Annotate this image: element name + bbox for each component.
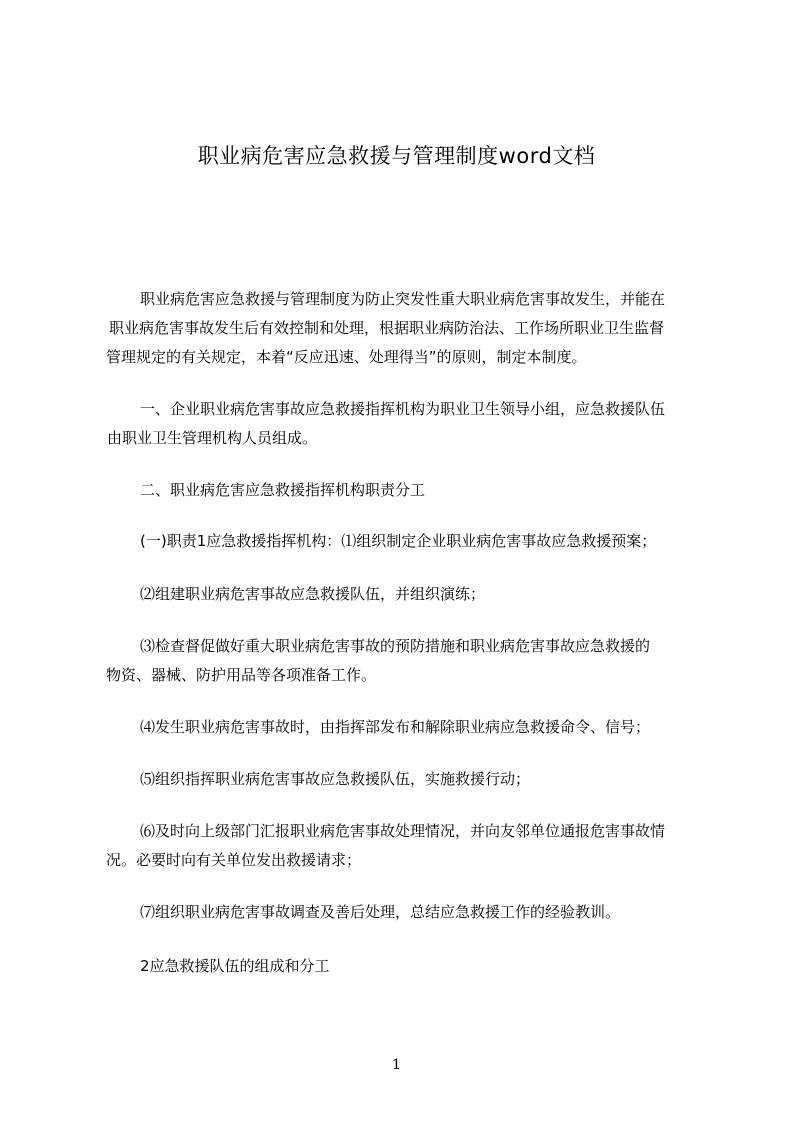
paragraph-10: ⑺组织职业病危害事故调查及善后处理，总结应急救援工作的经验教训。 <box>140 903 621 921</box>
paragraph-11: 2应急救援队伍的组成和分工 <box>140 957 330 975</box>
paragraph-2-line-1: 一、企业职业病危害事故应急救援指挥机构为职业卫生领导小组，应急救援队伍 <box>140 400 666 418</box>
paragraph-5: ⑵组建职业病危害事故应急救援队伍，并组织演练； <box>140 585 486 603</box>
paragraph-8: ⑸组织指挥职业病危害事故应急救援队伍，实施救援行动； <box>140 770 531 788</box>
paragraph-4: (一)职责1应急救援指挥机构：⑴组织制定企业职业病危害事故应急救援预案； <box>140 532 657 550</box>
paragraph-1-line-3: 管理规定的有关规定，本着“反应迅速、处理得当”的原则，制定本制度。 <box>106 348 587 366</box>
document-title: 职业病危害应急救援与管理制度word文档 <box>197 144 596 168</box>
paragraph-1-line-1: 职业病危害应急救援与管理制度为防止突发性重大职业病危害事故发生，并能在 <box>140 290 666 308</box>
paragraph-6-line-2: 物资、器械、防护用品等各项准备工作。 <box>106 666 377 684</box>
paragraph-2-line-2: 由职业卫生管理机构人员组成。 <box>107 429 318 447</box>
paragraph-6-line-1: ⑶检查督促做好重大职业病危害事故的预防措施和职业病危害事故应急救援的 <box>140 637 651 655</box>
paragraph-9-line-1: ⑹及时向上级部门汇报职业病危害事故处理情况，并向友邻单位通报危害事故情 <box>140 822 666 840</box>
paragraph-9-line-2: 况。必要时向有关单位发出救援请求； <box>106 851 362 869</box>
paragraph-7: ⑷发生职业病危害事故时，由指挥部发布和解除职业病应急救援命令、信号； <box>140 718 651 736</box>
paragraph-1-line-2: 职业病危害事故发生后有效控制和处理，根据职业病防治法、工作场所职业卫生监督 <box>109 319 665 337</box>
page-number: 1 <box>392 1057 401 1073</box>
paragraph-3: 二、职业病危害应急救援指挥机构职责分工 <box>140 481 426 499</box>
